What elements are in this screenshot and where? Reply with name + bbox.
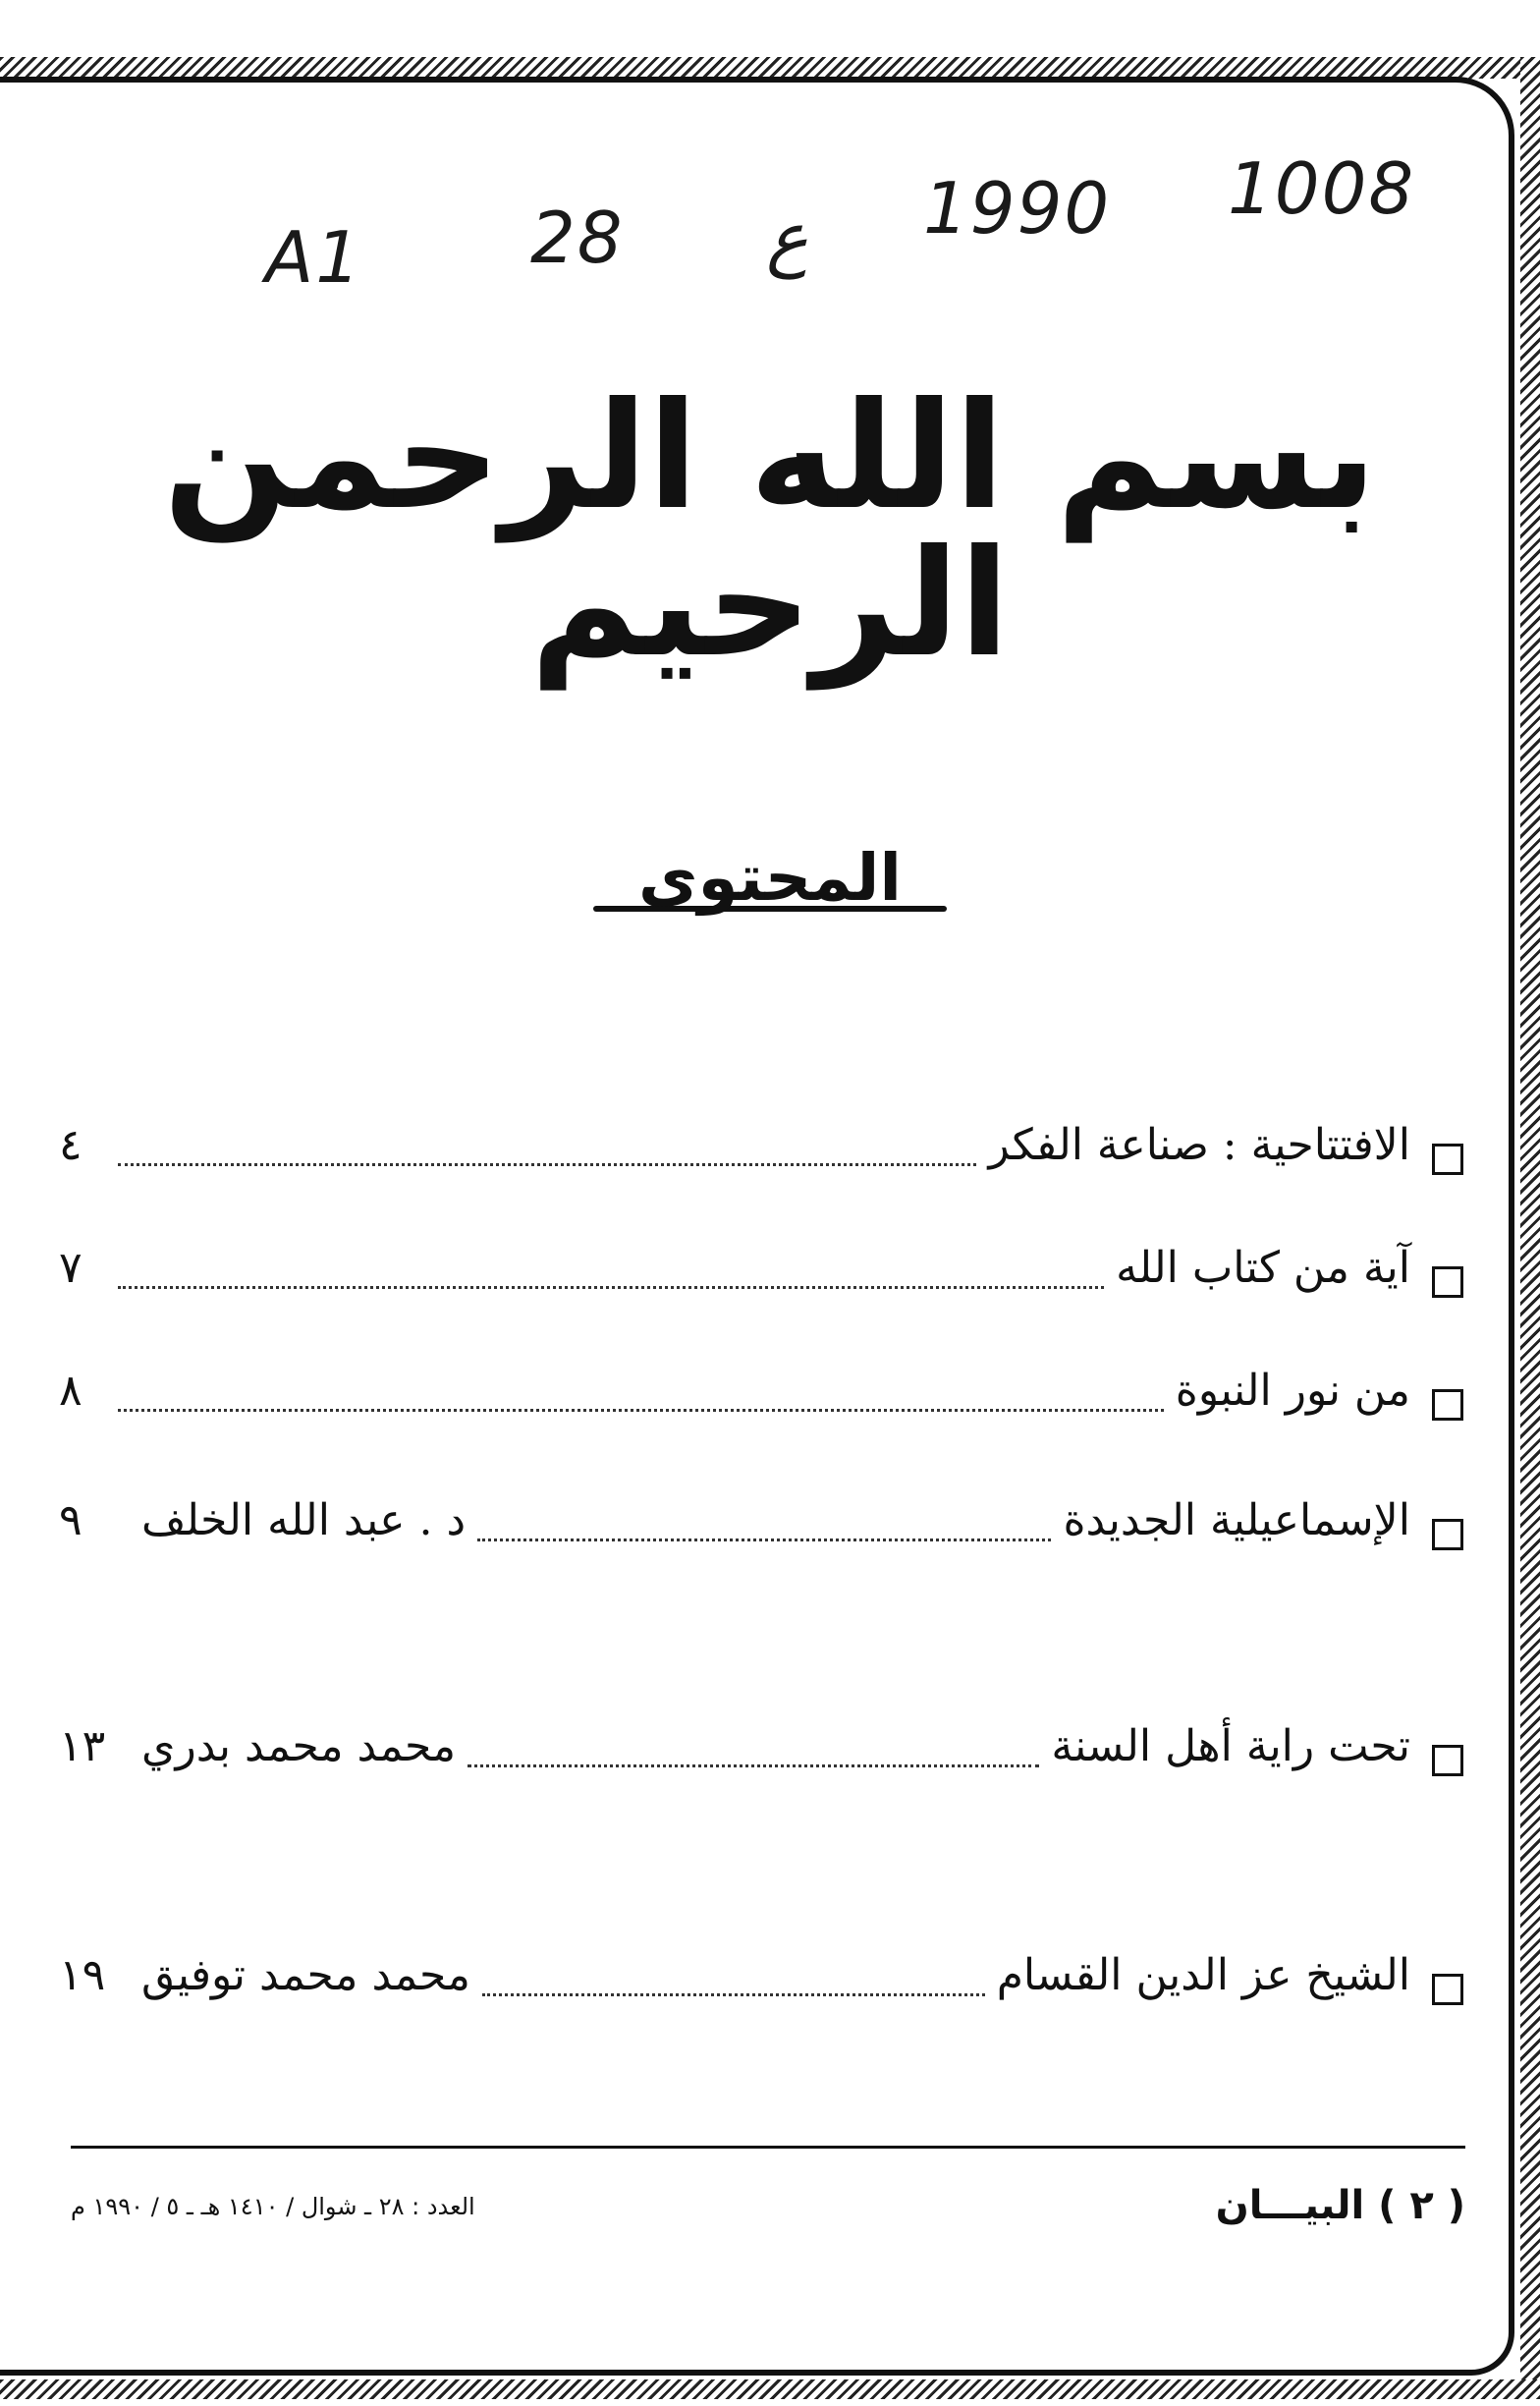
border-hatch-top	[0, 57, 1540, 79]
handnote-issue: 28	[530, 196, 625, 279]
checkbox-icon	[1432, 1745, 1463, 1776]
toc-leader	[468, 1755, 1039, 1767]
toc-leader	[118, 1153, 976, 1166]
toc-leader	[482, 1984, 985, 1996]
toc-author: محمد محمد بدري	[141, 1721, 457, 1771]
basmala-heading: بسم الله الرحمن الرحيم	[163, 371, 1377, 690]
toc-author: محمد محمد توفيق	[141, 1950, 470, 2000]
checkbox-icon	[1432, 1389, 1463, 1421]
toc-leader	[477, 1529, 1051, 1541]
toc-title: الافتتاحية : صناعة الفكر	[988, 1120, 1410, 1170]
handnote-serial: 1008	[1228, 147, 1416, 230]
toc-author: د . عبد الله الخلف	[141, 1495, 467, 1545]
toc-page: ١٣	[59, 1721, 106, 1771]
toc-row[interactable]	[59, 1366, 1463, 1444]
toc-page: ٧	[59, 1243, 82, 1293]
issue-line: العدد : ٢٨ ـ شوال / ١٤١٠ هـ ـ ٥ / ١٩٩٠ م	[71, 2193, 475, 2220]
toc-title: آية من كتاب الله	[1116, 1243, 1410, 1293]
toc-page: ١٩	[59, 1950, 106, 2000]
footer-divider	[71, 2146, 1465, 2149]
checkbox-icon	[1432, 1144, 1463, 1175]
toc-page: ٤	[59, 1120, 82, 1170]
contents-title-text: المحتوى	[637, 840, 903, 916]
border-hatch-bottom	[0, 2379, 1540, 2399]
magazine-page-label: ( ٢ ) البيـــان	[1215, 2183, 1465, 2228]
toc-leader	[118, 1399, 1164, 1412]
checkbox-icon	[1432, 1519, 1463, 1550]
toc-row[interactable]	[59, 1950, 1463, 2029]
toc-title: من نور النبوة	[1175, 1366, 1410, 1416]
toc-page: ٨	[59, 1366, 82, 1416]
checkbox-icon	[1432, 1266, 1463, 1298]
toc-row[interactable]	[59, 1243, 1463, 1321]
toc-title: الشيخ عز الدين القسام	[996, 1950, 1410, 2000]
toc-title: الإسماعيلية الجديدة	[1063, 1495, 1410, 1545]
handnote-year: 1990	[923, 167, 1112, 250]
checkbox-icon	[1432, 1974, 1463, 2005]
toc-row[interactable]	[59, 1120, 1463, 1199]
toc-title: تحت راية أهل السنة	[1051, 1721, 1410, 1771]
toc-row[interactable]	[59, 1721, 1463, 1800]
contents-title	[0, 840, 1540, 916]
handnote-ref-code: A1	[265, 216, 363, 299]
toc-page: ٩	[59, 1495, 82, 1545]
toc-row[interactable]	[59, 1495, 1463, 1574]
handwritten-note	[246, 147, 1424, 354]
page-footer	[71, 2183, 1465, 2242]
toc-leader	[118, 1276, 1104, 1289]
handnote-letter: ع	[766, 196, 808, 279]
